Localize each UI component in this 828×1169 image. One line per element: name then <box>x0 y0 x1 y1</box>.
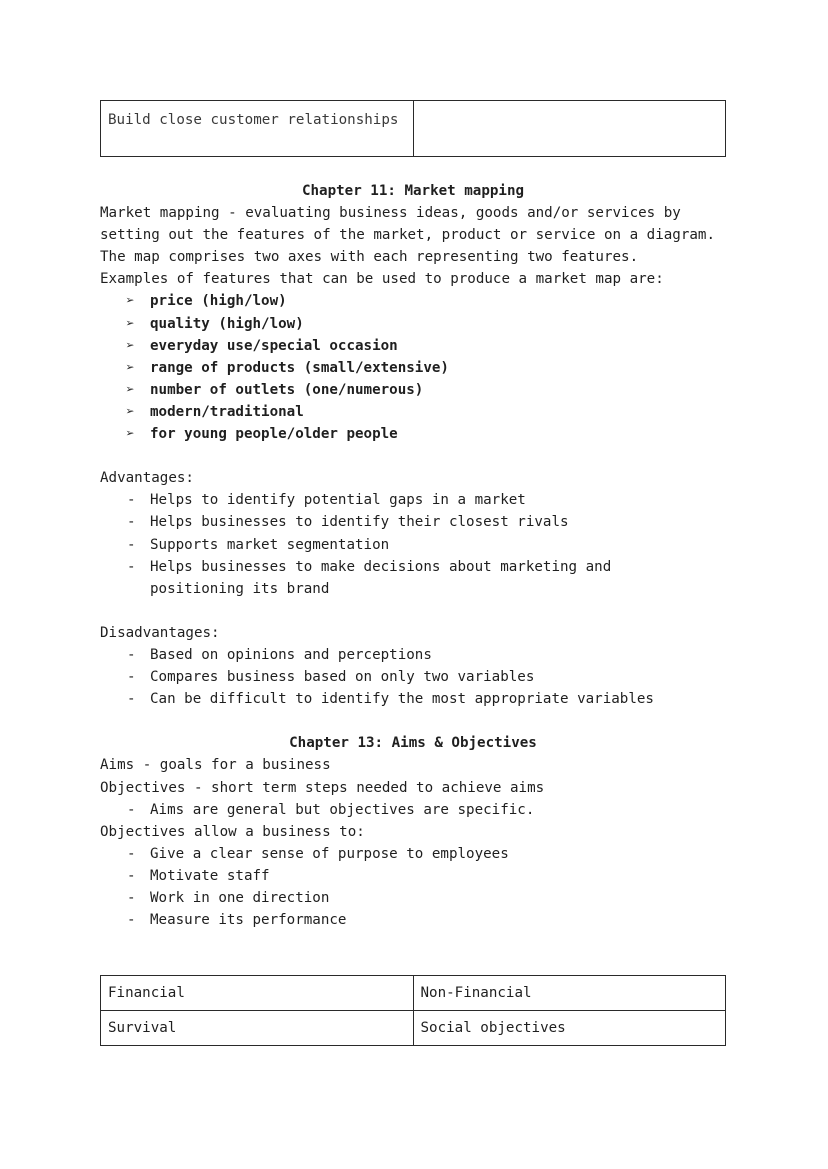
list-item <box>100 644 740 666</box>
dash-bullet-icon: - <box>127 669 136 686</box>
list-item-text: Work in one direction <box>150 890 330 906</box>
objectives-table <box>100 975 726 1046</box>
table-cell: Social objectives <box>413 1011 726 1046</box>
list-item <box>100 379 740 401</box>
objectives-allow-intro: Objectives allow a business to: <box>100 823 365 840</box>
list-item <box>100 313 740 335</box>
list-item-text: Helps businesses to identify their closest rivals <box>150 514 569 531</box>
dash-bullet-icon: - <box>127 691 136 708</box>
list-item <box>100 335 740 357</box>
list-item-text: Measure its performance <box>150 912 347 929</box>
arrow-bullet-icon: ➢ <box>126 337 135 354</box>
list-item <box>100 688 740 710</box>
disadvantages-list <box>100 644 740 710</box>
list-item-text: Supports market segmentation <box>150 536 390 553</box>
dash-bullet-icon: - <box>127 646 136 663</box>
chapter-11-title: Chapter 11: Market mapping <box>301 183 525 199</box>
market-mapping-definition: Market mapping - evaluating business ideas, goods and/or services by setting out the features of the market, product or service on a diagram. The map comprises two axes with each representing two features. <box>100 205 715 266</box>
dash-bullet-icon: - <box>127 492 136 509</box>
list-item <box>100 909 740 931</box>
advantages-list <box>100 489 740 599</box>
spacer <box>100 600 740 622</box>
list-item <box>100 489 740 511</box>
list-item-text: price (high/low) <box>150 293 287 310</box>
list-item <box>100 357 740 379</box>
list-item <box>100 534 740 556</box>
arrow-bullet-icon: ➢ <box>126 381 135 398</box>
table-cell: Financial <box>101 976 414 1011</box>
list-item <box>100 423 740 445</box>
list-item-text: everyday use/special occasion <box>150 337 398 354</box>
arrow-bullet-icon: ➢ <box>126 426 135 443</box>
list-item-text: for young people/older people <box>150 426 398 443</box>
list-item-text: Give a clear sense of purpose to employees <box>150 845 509 862</box>
table-cell: Non-Financial <box>413 976 726 1011</box>
list-item <box>100 865 740 887</box>
list-item <box>100 290 740 312</box>
top-table <box>100 100 726 157</box>
list-item-text: quality (high/low) <box>150 315 304 332</box>
table-row <box>101 1011 726 1046</box>
objectives-allow-list <box>100 843 740 931</box>
table-cell <box>413 101 726 157</box>
list-item-text: number of outlets (one/numerous) <box>150 381 424 398</box>
list-item <box>100 556 695 600</box>
list-item <box>100 843 740 865</box>
list-item <box>100 887 740 909</box>
list-item-text: Aims are general but objectives are specific. <box>150 801 535 818</box>
advantages-label: Advantages: <box>100 470 194 487</box>
examples-intro: Examples of features that can be used to produce a market map are: <box>100 271 664 288</box>
list-item-text: Motivate staff <box>150 867 270 884</box>
arrow-bullet-icon: ➢ <box>126 293 135 310</box>
list-item-text: range of products (small/extensive) <box>150 359 449 376</box>
dash-bullet-icon: - <box>127 536 136 553</box>
objectives-definition: Objectives - short term steps needed to achieve aims <box>100 779 545 796</box>
aims-definition: Aims - goals for a business <box>100 757 331 774</box>
dash-bullet-icon: - <box>127 558 136 575</box>
dash-bullet-icon: - <box>127 801 136 818</box>
list-item <box>100 799 740 821</box>
dash-bullet-icon: - <box>127 890 136 906</box>
list-item-text: Compares business based on only two variables <box>150 669 535 686</box>
disadvantages-label: Disadvantages: <box>100 624 220 641</box>
list-item <box>100 401 740 423</box>
spacer <box>100 445 740 467</box>
list-item-text: Helps businesses to make decisions about marketing and positioning its brand <box>150 558 612 597</box>
table-row <box>101 101 726 157</box>
list-item <box>100 666 740 688</box>
dash-bullet-icon: - <box>127 845 136 862</box>
list-item <box>100 511 740 533</box>
spacer <box>100 710 740 732</box>
list-item-text: Can be difficult to identify the most appropriate variables <box>150 691 654 708</box>
arrow-bullet-icon: ➢ <box>126 315 135 332</box>
chapter-13-title: Chapter 13: Aims & Objectives <box>289 735 537 752</box>
arrow-bullet-icon: ➢ <box>126 403 135 420</box>
objectives-note-list <box>100 799 740 821</box>
dash-bullet-icon: - <box>127 912 136 929</box>
arrow-bullet-icon: ➢ <box>126 359 135 376</box>
list-item-text: Helps to identify potential gaps in a market <box>150 492 526 509</box>
table-cell: Survival <box>101 1011 414 1046</box>
dash-bullet-icon: - <box>127 867 136 884</box>
dash-bullet-icon: - <box>127 514 136 531</box>
list-item-text: modern/traditional <box>150 403 304 420</box>
list-item-text: Based on opinions and perceptions <box>150 646 432 663</box>
table-cell: Build close customer relationships <box>101 101 414 157</box>
main-content <box>100 180 740 931</box>
table-row <box>101 976 726 1011</box>
features-list <box>100 290 740 445</box>
